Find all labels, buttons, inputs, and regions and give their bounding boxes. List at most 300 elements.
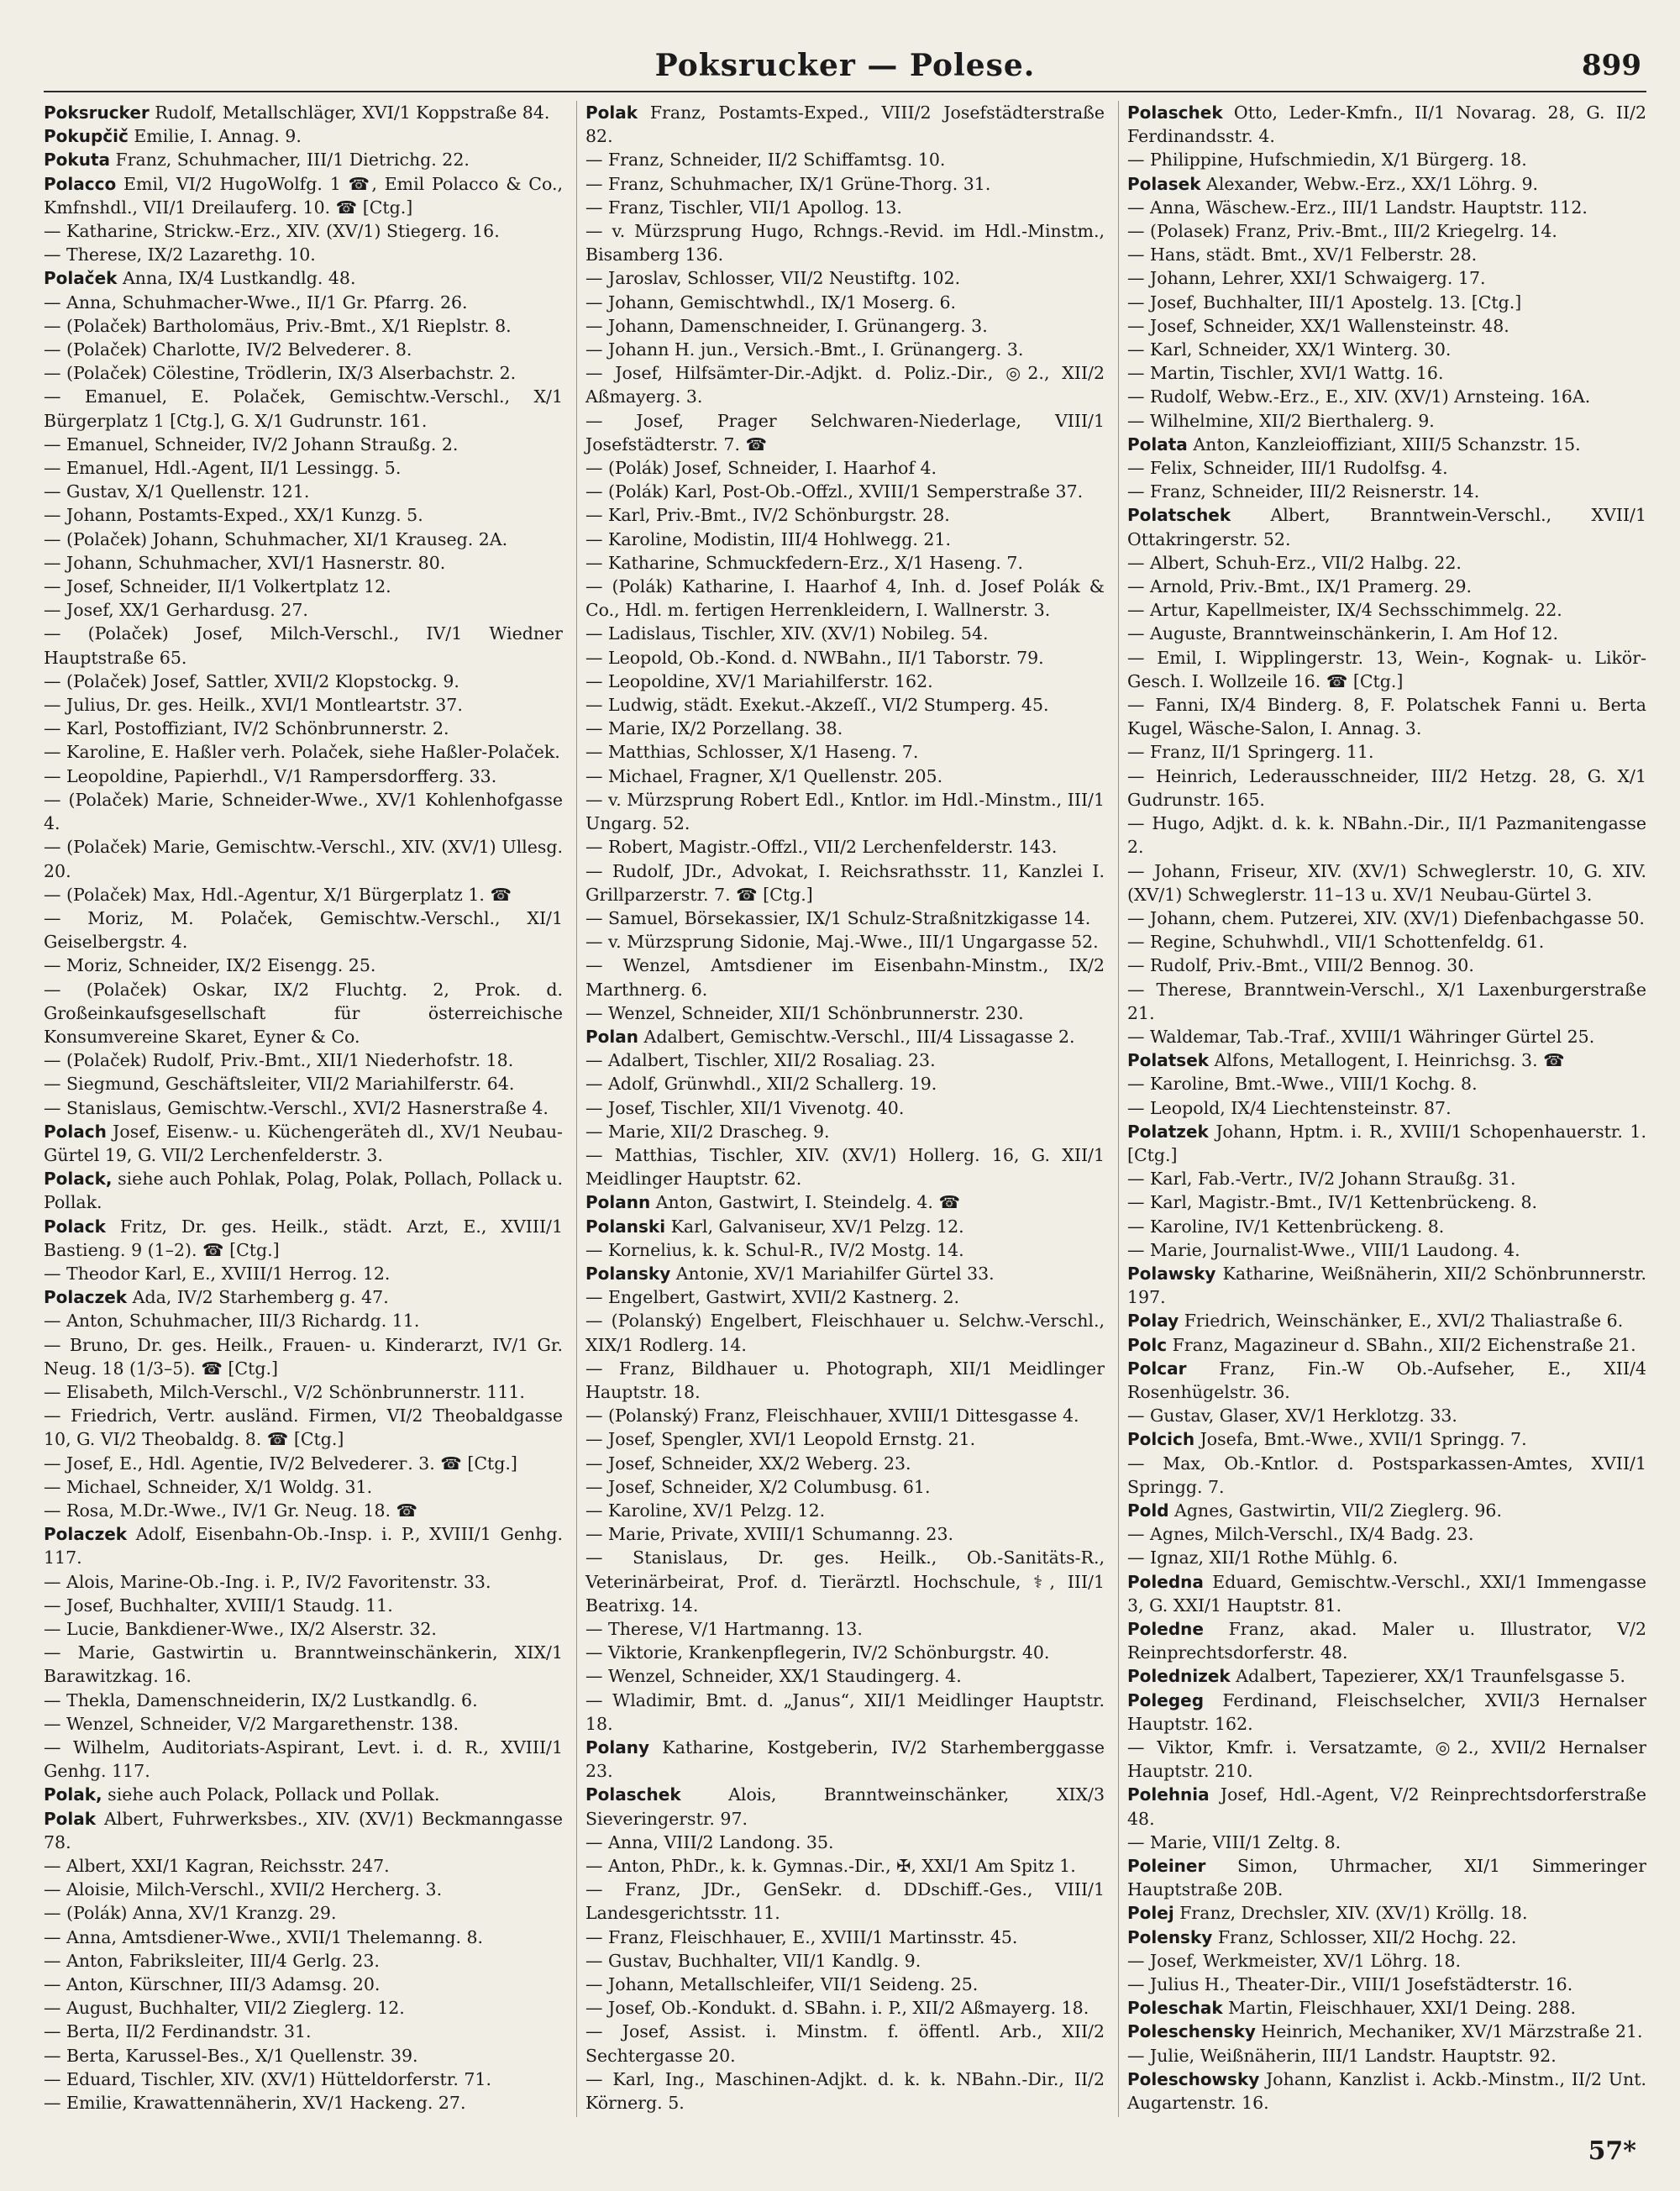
directory-entry xyxy=(585,101,1105,148)
entry-text: Franz, Postamts-Exped., VIII/2 Josefstädterstraße 82. xyxy=(585,102,1105,147)
entry-text: — Josef, Schneider, X/2 Columbusg. 61. xyxy=(585,1476,931,1497)
directory-entry xyxy=(1127,196,1646,219)
entry-surname: Polany xyxy=(585,1737,650,1758)
entry-text: — Gustav, Glaser, XV/1 Herklotzg. 33. xyxy=(1127,1405,1457,1427)
entry-text: Albert, Branntwein-Verschl., XVII/1 Ottakringerstr. 52. xyxy=(1127,505,1646,549)
entry-text: — Emil, I. Wipplingerstr. 13, Wein-, Kognak- u. Likör-Gesch. I. Wollzeile 16. ☎ [Ctg.] xyxy=(1127,647,1646,691)
directory-entry xyxy=(44,2115,563,2117)
directory-entry xyxy=(44,1736,563,1783)
entry-text: — Karoline, Modistin, III/4 Hohlwegg. 21. xyxy=(585,528,952,549)
directory-entry xyxy=(44,1807,563,1854)
entry-surname: Polan xyxy=(585,1026,638,1047)
directory-entry xyxy=(44,622,563,669)
directory-entry xyxy=(1127,1499,1646,1522)
directory-entry xyxy=(585,906,1105,930)
directory-entry xyxy=(44,1570,563,1594)
entry-text: — v. Mürzsprung Robert Edl., Kntlor. im Hdl.-Minstm., III/1 Ungarg. 52. xyxy=(585,789,1105,834)
entry-text: — Johann, Schuhmacher, XVI/1 Hasnerstr. 80. xyxy=(44,552,446,573)
directory-entry xyxy=(44,954,563,977)
entry-text: — Franz, Schneider, II/2 Schiffamtsg. 10. xyxy=(585,150,946,171)
directory-entry xyxy=(44,101,563,124)
directory-entry xyxy=(585,1499,1105,1522)
directory-entry xyxy=(44,2020,563,2043)
directory-entry xyxy=(44,2068,563,2091)
entry-text: — Emanuel, E. Polaček, Gemischtw.-Verschl., X/1 Bürgerplatz 1 [Ctg.], G. X/1 Gudrunstr. 161. xyxy=(44,386,563,431)
entry-text: Adalbert, Gemischtw.-Verschl., III/4 Lissagasse 2. xyxy=(638,1026,1075,1047)
directory-entry xyxy=(1127,764,1646,812)
entry-text: — Bruno, Dr. ges. Heilk., Frauen- u. Kinderarzt, IV/1 Gr. Neug. 18 (1/3–5). ☎ [Ctg.] xyxy=(44,1334,563,1379)
entry-surname: Polach xyxy=(44,1121,107,1142)
entry-text: — Friedrich, Vertr. ausländ. Firmen, VI/2 Theobaldgasse 10, G. VI/2 Theobaldg. 8. ☎ [Ctg.] xyxy=(44,1405,563,1450)
entry-surname: Polatsek xyxy=(1127,1050,1210,1071)
entry-text: — Marie, Journalist-Wwe., VIII/1 Laudong. 4. xyxy=(1127,1239,1520,1260)
entry-text: — Franz, Bildhauer u. Photograph, XII/1 Meidlinger Hauptstr. 18. xyxy=(585,1358,1105,1402)
directory-entry xyxy=(585,196,1105,219)
entry-text: — Marie, VIII/1 Zeltg. 8. xyxy=(1127,1831,1341,1852)
directory-entry xyxy=(44,693,563,717)
entry-text: — Josef, Hilfsämter-Dir.-Adjkt. d. Poliz.-Dir., ◎2., XII/2 Aßmayerg. 3. xyxy=(585,363,1105,407)
entry-text: — Matthias, Schlosser, X/1 Haseng. 7. xyxy=(585,742,919,763)
entry-text: — Julius H., Theater-Dir., VIII/1 Josefstädterstr. 16. xyxy=(1127,1974,1573,1995)
entry-text: — Karl, Postoffiziant, IV/2 Schönbrunnerstr. 2. xyxy=(44,718,449,739)
entry-surname: Polak xyxy=(44,1808,97,1829)
entry-surname: Polednizek xyxy=(1127,1666,1231,1687)
directory-entry xyxy=(1127,172,1646,196)
entry-surname: Polanski xyxy=(585,1216,666,1237)
entry-text: — (Polaček) Cölestine, Trödlerin, IX/3 Alserbachstr. 2. xyxy=(44,363,517,384)
entry-text: — Moriz, M. Polaček, Gemischtw.-Verschl., XI/1 Geiselbergstr. 4. xyxy=(44,907,563,953)
entry-text: Alois, Branntweinschänker, XIX/3 Sieveringerstr. 97. xyxy=(585,1784,1105,1829)
entry-text: Franz, Schuhmacher, III/1 Dietrichg. 22. xyxy=(110,150,470,171)
directory-entry xyxy=(585,314,1105,338)
directory-entry xyxy=(585,1262,1105,1285)
directory-entry xyxy=(585,1689,1105,1736)
entry-text: — Regine, Schuhwhdl., VII/1 Schottenfeldg. 61. xyxy=(1127,932,1545,953)
directory-entry xyxy=(44,124,563,148)
directory-entry xyxy=(1127,1167,1646,1190)
directory-entry xyxy=(44,1594,563,1617)
entry-surname: Poleschensky xyxy=(1127,2021,1256,2042)
entry-text: — Leopoldine, XV/1 Mariahilferstr. 162. xyxy=(585,670,933,691)
directory-entry xyxy=(1127,1901,1646,1925)
entry-text: — Heinrich, Lederausschneider, III/2 Hetzg. 28, G. X/1 Gudrunstr. 165. xyxy=(1127,765,1646,810)
entry-text: — Josef, Prager Selchwaren-Niederlage, VIII/1 Josefstädterstr. 7. ☎ xyxy=(585,410,1105,454)
directory-entry xyxy=(44,503,563,527)
directory-entry xyxy=(585,670,1105,693)
entry-text: — Anton, Kürschner, III/3 Adamsg. 20. xyxy=(44,1974,381,1995)
directory-entry xyxy=(585,1025,1105,1048)
entry-text: Ferdinand, Fleischselcher, XVII/3 Hernalser Hauptstr. 162. xyxy=(1127,1689,1646,1734)
entry-text: — Aloisie, Milch-Verschl., XVII/2 Hercherg. 3. xyxy=(44,1879,443,1900)
directory-entry xyxy=(585,1475,1105,1499)
directory-entry xyxy=(44,480,563,503)
directory-entry xyxy=(1127,266,1646,290)
entry-text: Katharine, Weißnäherin, XII/2 Schönbrunnerstr. 197. xyxy=(1127,1263,1646,1308)
entry-text: — Josef, E., Hdl. Agentie, IV/2 Belvederег. 3. ☎ [Ctg.] xyxy=(44,1453,517,1474)
entry-text: — Wilhelm, Auditoriats-Aspirant, Levt. i. d. R., XVIII/1 Genhg. 117. xyxy=(44,1737,563,1782)
entry-text: — Anna, VIII/2 Landong. 35. xyxy=(585,1831,834,1852)
entry-surname: Polawsky xyxy=(1127,1263,1216,1284)
entry-text xyxy=(1127,2116,1646,2117)
directory-entry xyxy=(1127,409,1646,433)
directory-entry xyxy=(1127,2044,1646,2068)
directory-entry xyxy=(44,1380,563,1404)
entry-text: siehe auch Polack, Pollack und Pollak. xyxy=(102,1784,440,1805)
directory-entry xyxy=(585,1120,1105,1143)
directory-entry xyxy=(1127,2020,1646,2043)
directory-entry xyxy=(1127,291,1646,314)
entry-text: — (Polák) Katharine, I. Haarhof 4, Inh. d. Josef Polák & Co., Hdl. m. fertigen Herrenkleidern, I. Wallnerstr. 3. xyxy=(585,576,1105,621)
entry-text: Otto, Leder-Kmfn., II/1 Novarag. 28, G. II/2 Ferdinandsstr. 4. xyxy=(1127,102,1646,147)
entry-surname: Polatzek xyxy=(1127,1121,1209,1142)
directory-entry xyxy=(1127,598,1646,622)
entry-surname: Polcich xyxy=(1127,1429,1195,1450)
entry-surname: Polaczek xyxy=(44,1287,128,1308)
entry-text: — Albert, XXI/1 Kagran, Reichsstr. 247. xyxy=(44,1856,390,1877)
entry-text: — August, Buchhalter, VII/2 Zieglerg. 12. xyxy=(44,1998,405,2019)
entry-text: Johann, Hptm. i. R., XVIII/1 Schopenhauerstr. 1. [Ctg.] xyxy=(1127,1121,1646,1165)
entry-text xyxy=(44,2116,267,2117)
entry-text: — Adolf, Grünwhdl., XII/2 Schallerg. 19. xyxy=(585,1074,937,1095)
entry-text: — Josef, Ob.-Kondukt. d. SBahn. i. P., XII/2 Aßmayerg. 18. xyxy=(585,1998,1089,2019)
entry-text: — Johann, Lehrer, XXI/1 Schwaigerg. 17. xyxy=(1127,268,1486,289)
directory-entry xyxy=(44,266,563,290)
entry-text: — Franz, Schneider, III/2 Reisnerstr. 14. xyxy=(1127,481,1480,502)
entry-text: — Artur, Kapellmeister, IX/4 Sechsschimmelg. 22. xyxy=(1127,600,1562,621)
entry-text: — Hans, städt. Bmt., XV/1 Felberstr. 28. xyxy=(1127,244,1478,265)
directory-entry xyxy=(1127,1120,1646,1167)
entry-text: — Franz, Schuhmacher, IX/1 Grüne-Thorg. 31. xyxy=(585,173,991,194)
entry-text: Adolf, Eisenbahn-Ob.-Insp. i. P., XVIII/1 Genhg. 117. xyxy=(44,1524,563,1568)
entry-text: — (Polaček) Rudolf, Priv.-Bmt., XII/1 Niederhofstr. 18. xyxy=(44,1050,514,1071)
directory-entry xyxy=(1127,433,1646,456)
directory-entry xyxy=(44,1854,563,1878)
entry-text: — Josef, Spengler, XVI/1 Leopold Ernstg. 21. xyxy=(585,1429,976,1450)
entry-surname: Poleschowsky xyxy=(1127,2068,1260,2089)
directory-entry xyxy=(585,1048,1105,1072)
directory-entry xyxy=(585,859,1105,906)
entry-text: Alexander, Webw.-Erz., XX/1 Löhrg. 9. xyxy=(1200,173,1539,194)
page-number: 899 xyxy=(1582,49,1641,82)
entry-text: — Josef, XX/1 Gerhardusg. 27. xyxy=(44,600,308,621)
entry-surname: Polak xyxy=(585,102,638,123)
entry-text: — Wilhelmine, XII/2 Bierthalerg. 9. xyxy=(1127,410,1435,431)
directory-entry xyxy=(1127,503,1646,550)
directory-entry xyxy=(585,2020,1105,2067)
column-right xyxy=(1118,101,1646,2117)
entry-text: — Johann, Gemischtwhdl., IX/1 Moserg. 6. xyxy=(585,292,957,313)
entry-surname: Polcar xyxy=(1127,1358,1187,1379)
directory-entry xyxy=(1127,1048,1646,1072)
entry-surname: Polej xyxy=(1127,1903,1174,1924)
entry-surname: Polacco xyxy=(44,173,117,194)
directory-entry xyxy=(1127,1190,1646,1214)
directory-entry xyxy=(44,1783,563,1806)
directory-entry xyxy=(1127,1949,1646,1973)
directory-entry xyxy=(585,1546,1105,1617)
entry-text: — Karl, Ing., Maschinen-Adjkt. d. k. k. NBahn.-Dir., II/2 Körnerg. 5. xyxy=(585,2068,1105,2114)
entry-text: — Gustav, Buchhalter, VII/1 Kandlg. 9. xyxy=(585,1950,921,1971)
entry-text: — Karoline, XV/1 Pelzg. 12. xyxy=(585,1500,826,1521)
entry-text: Alfons, Metallogent, I. Heinrichsg. 3. ☎ xyxy=(1209,1050,1565,1071)
directory-entry xyxy=(1127,1736,1646,1783)
entry-text: — Johann H. jun., Versich.-Bmt., I. Grünangerg. 3. xyxy=(585,339,1024,360)
directory-entry xyxy=(585,172,1105,196)
directory-entry xyxy=(1127,1427,1646,1451)
directory-entry xyxy=(44,717,563,740)
entry-text: — (Polanský) Franz, Fleischhauer, XVIII/1 Dittesgasse 4. xyxy=(585,1405,1079,1427)
directory-entry xyxy=(44,883,563,906)
entry-text: siehe auch Pohlak, Polag, Polak, Pollach, Pollack u. Pollak. xyxy=(44,1169,563,1213)
directory-entry xyxy=(585,930,1105,954)
entry-text: — (Polaček) Oskar, IX/2 Fluchtg. 2, Prok. d. Großeinkaufsgesellschaft für österreichische Konsumvereine Skaret, Eyner & Co. xyxy=(44,979,563,1047)
entry-text: — Viktor, Kmfr. i. Versatzamte, ◎2., XVII/2 Hernalser Hauptstr. 210. xyxy=(1127,1737,1646,1782)
entry-text: — Josef, Buchhalter, XVIII/1 Staudg. 11. xyxy=(44,1595,393,1616)
entry-text: — Therese, V/1 Hartmanng. 13. xyxy=(585,1619,863,1639)
entry-text: — Wenzel, Schneider, V/2 Margarethenstr. 138. xyxy=(44,1713,459,1734)
entry-text: — Franz, Tischler, VII/1 Apollog. 13. xyxy=(585,197,902,218)
directory-entry xyxy=(1127,1309,1646,1332)
entry-text: Agnes, Gastwirtin, VII/2 Zieglerg. 96. xyxy=(1168,1500,1502,1521)
entry-text: — Leopold, Ob.-Kond. d. NWBahn., II/1 Taborstr. 79. xyxy=(585,647,1044,668)
directory-entry xyxy=(1127,361,1646,385)
entry-surname: Polay xyxy=(1127,1311,1179,1332)
entry-surname: Polansky xyxy=(585,1263,671,1284)
directory-entry xyxy=(44,1048,563,1072)
entry-text: — Rosa, M.Dr.-Wwe., IV/1 Gr. Neug. 18. ☎ xyxy=(44,1500,418,1521)
directory-entry xyxy=(585,1783,1105,1830)
directory-entry xyxy=(1127,1215,1646,1238)
directory-entry xyxy=(44,1262,563,1285)
entry-text: — Agnes, Milch-Verschl., IX/4 Badg. 23. xyxy=(1127,1524,1474,1545)
entry-text: — Engelbert, Gastwirt, XVII/2 Kastnerg. 2. xyxy=(585,1287,960,1308)
directory-entry xyxy=(585,551,1105,575)
entry-text: — v. Mürzsprung Sidonie, Maj.-Wwe., III/1 Ungargasse 52. xyxy=(585,932,1099,953)
entry-text: Ada, IV/2 Starhemberg g. 47. xyxy=(127,1287,389,1308)
directory-entry xyxy=(585,622,1105,645)
entry-text: Franz, Magazineur d. SBahn., XII/2 Eichenstraße 21. xyxy=(1167,1334,1636,1355)
directory-entry xyxy=(585,1973,1105,1996)
entry-text: Fritz, Dr. ges. Heilk., städt. Arzt, E., XVIII/1 Bastieng. 9 (1–2). ☎ [Ctg.] xyxy=(44,1216,563,1260)
directory-entry xyxy=(1127,338,1646,361)
directory-entry xyxy=(44,575,563,598)
entry-text: — (Polaček) Josef, Sattler, XVII/2 Klopstockg. 9. xyxy=(44,670,459,691)
entry-text: — Ignaz, XII/1 Rothe Mühlg. 6. xyxy=(1127,1547,1399,1568)
entry-text: — (Polanský) Engelbert, Fleischhauer u. Selchw.-Verschl., XIX/1 Rodlerg. 14. xyxy=(585,1311,1105,1355)
directory-entry xyxy=(585,693,1105,717)
entry-text: — Felix, Schneider, III/1 Rudolfsg. 4. xyxy=(1127,458,1448,479)
directory-entry xyxy=(1127,859,1646,906)
entry-text: — Leopold, IX/4 Liechtensteinstr. 87. xyxy=(1127,1097,1452,1118)
directory-entry xyxy=(585,1357,1105,1404)
directory-entry xyxy=(44,433,563,456)
directory-entry xyxy=(1127,2068,1646,2115)
entry-text: — Auguste, Branntweinschänkerin, I. Am Hof 12. xyxy=(1127,623,1559,644)
directory-entry xyxy=(585,2115,1105,2117)
directory-entry xyxy=(585,575,1105,622)
columns-container xyxy=(44,101,1646,2117)
directory-entry xyxy=(585,1949,1105,1973)
entry-text: Rudolf, Metallschläger, XVI/1 Koppstraße 84. xyxy=(149,102,550,123)
entry-text: — Wenzel, Schneider, XII/1 Schönbrunnerstr. 230. xyxy=(585,1002,1024,1023)
directory-entry xyxy=(1127,812,1646,859)
entry-text: Antonie, XV/1 Mariahilfer Gürtel 33. xyxy=(670,1263,995,1284)
entry-text: — Alois, Marine-Ob.-Ing. i. P., IV/2 Favoritenstr. 33. xyxy=(44,1571,491,1592)
entry-text: — (Polaček) Johann, Schuhmacher, XI/1 Krauseg. 2A. xyxy=(44,528,508,549)
directory-entry xyxy=(585,528,1105,551)
entry-text: — Samuel, Börsekassier, IX/1 Schulz-Straßnitzkigasse 14. xyxy=(585,907,1091,928)
directory-entry xyxy=(585,1238,1105,1262)
entry-text: — Siegmund, Geschäftsleiter, VII/2 Mariahilferstr. 64. xyxy=(44,1074,515,1095)
entry-text: — (Polák) Josef, Schneider, I. Haarhof 4. xyxy=(585,458,937,479)
entry-text: — Elisabeth, Milch-Verschl., V/2 Schönbrunnerstr. 111. xyxy=(44,1381,525,1402)
entry-text: — Josef, Assist. i. Minstm. f. öffentl. Arb., XII/2 Sechtergasse 20. xyxy=(585,2021,1105,2066)
entry-text: — Matthias, Tischler, XIV. (XV/1) Hollerg. 16, G. XII/1 Meidlinger Hauptstr. 62. xyxy=(585,1144,1105,1190)
entry-text: Albert, Fuhrwerksbes., XIV. (XV/1) Beckmanngasse 78. xyxy=(44,1808,563,1852)
directory-entry xyxy=(44,1285,563,1309)
entry-text: — Theodor Karl, E., XVIII/1 Herrog. 12. xyxy=(44,1263,391,1284)
entry-surname: Polaczek xyxy=(44,1524,128,1545)
column-middle xyxy=(576,101,1105,2117)
directory-entry xyxy=(585,1096,1105,1120)
entry-text: — Anna, Wäschew.-Erz., III/1 Landstr. Hauptstr. 112. xyxy=(1127,197,1588,218)
entry-text: — Eduard, Tischler, XIV. (XV/1) Hütteldorferstr. 71. xyxy=(44,2068,491,2089)
directory-entry xyxy=(1127,575,1646,598)
directory-entry xyxy=(44,291,563,314)
entry-text: Karl, Galvaniseur, XV/1 Pelzg. 12. xyxy=(665,1216,964,1237)
directory-entry xyxy=(585,2068,1105,2115)
directory-entry xyxy=(585,764,1105,788)
entry-text: Heinrich, Mechaniker, XV/1 Märzstraße 21. xyxy=(1255,2021,1643,2042)
entry-text: — Stanislaus, Dr. ges. Heilk., Ob.-Sanitäts-R., Veterinärbeirat, Prof. d. Tierärztl. Hochschule, ⚕, III/1 Beatrixg. 14. xyxy=(585,1547,1105,1616)
directory-entry xyxy=(1127,456,1646,480)
entry-text: — Anton, Schuhmacher, III/3 Richardg. 11. xyxy=(44,1311,420,1332)
directory-entry xyxy=(1127,906,1646,930)
entry-text: Emil, VI/2 HugoWolfg. 1 ☎, Emil Polacco & Co., Kmfnshdl., VII/1 Dreilauferg. 10. ☎ [Ctg.] xyxy=(44,173,563,218)
entry-text: — Johann, chem. Putzerei, XIV. (XV/1) Diefenbachgasse 50. xyxy=(1127,907,1645,928)
entry-text: — (Polaček) Max, Hdl.-Agentur, X/1 Bürgerplatz 1. ☎ xyxy=(44,884,512,905)
directory-entry xyxy=(1127,385,1646,408)
directory-entry xyxy=(1127,551,1646,575)
directory-entry xyxy=(585,1996,1105,2020)
entry-text: — Marie, Private, XVIII/1 Schumanng. 23. xyxy=(585,1524,954,1545)
entry-text: — Therese, IX/2 Lazarethg. 10. xyxy=(44,244,316,265)
entry-text: — Katharine, Schmuckfedern-Erz., X/1 Haseng. 7. xyxy=(585,552,1023,573)
directory-entry xyxy=(44,1689,563,1712)
entry-text: — Gustav, X/1 Quellenstr. 121. xyxy=(44,481,310,502)
directory-entry xyxy=(44,314,563,338)
entry-surname: Poleiner xyxy=(1127,1856,1206,1877)
directory-entry xyxy=(44,1712,563,1736)
entry-text: — Julius, Dr. ges. Heilk., XVI/1 Montleartstr. 37. xyxy=(44,695,463,716)
entry-text: — (Polaček) Josef, Milch-Verschl., IV/1 Wiedner Hauptstraße 65. xyxy=(44,623,563,668)
directory-entry xyxy=(1127,1333,1646,1357)
entry-text: Josefa, Bmt.-Wwe., XVII/1 Springg. 7. xyxy=(1194,1429,1527,1450)
directory-entry xyxy=(1127,219,1646,243)
entry-text: — Anna, Schuhmacher-Wwe., II/1 Gr. Pfarrg. 26. xyxy=(44,292,468,313)
directory-entry xyxy=(44,243,563,266)
entry-text: — Karoline, IV/1 Kettenbrückeng. 8. xyxy=(1127,1216,1445,1237)
entry-text: — Marie, Gastwirtin u. Branntweinschänkerin, XIX/1 Barawitzkag. 16. xyxy=(44,1642,563,1687)
directory-entry xyxy=(585,1736,1105,1783)
directory-entry xyxy=(44,598,563,622)
entry-text: Anton, Gastwirt, I. Steindelg. 4. ☎ xyxy=(650,1192,960,1213)
entry-text: — Josef, Werkmeister, XV/1 Löhrg. 18. xyxy=(1127,1950,1462,1971)
directory-entry xyxy=(585,1215,1105,1238)
directory-entry xyxy=(44,1452,563,1475)
entry-text: — Wladimir, Bmt. d. „Janus“, XII/1 Meidlinger Hauptstr. 18. xyxy=(585,1689,1105,1734)
directory-entry xyxy=(585,456,1105,480)
entry-text: Anton, Kanzleioffiziant, XIII/5 Schanzstr. 15. xyxy=(1187,433,1581,454)
entry-text: — Franz, JDr., GenSekr. d. DDschiff.-Ges., VIII/1 Landesgerichtsstr. 11. xyxy=(585,1879,1105,1924)
directory-entry xyxy=(585,1854,1105,1878)
column-left xyxy=(44,101,563,2117)
directory-entry xyxy=(1127,1617,1646,1664)
entry-text: — Michael, Schneider, X/1 Woldg. 31. xyxy=(44,1476,373,1497)
entry-text: — Johann, Metallschleifer, VII/1 Seideng. 25. xyxy=(585,1974,979,1995)
directory-entry xyxy=(585,266,1105,290)
directory-entry xyxy=(585,1285,1105,1309)
directory-entry xyxy=(1127,1452,1646,1499)
entry-text: — (Polaček) Bartholomäus, Priv.-Bmt., X/1 Rieplstr. 8. xyxy=(44,315,512,336)
entry-text: — Ladislaus, Tischler, XIV. (XV/1) Nobileg. 54. xyxy=(585,623,989,644)
directory-entry xyxy=(44,1617,563,1641)
directory-entry xyxy=(1127,646,1646,693)
entry-text: — Berta, Karussel-Bes., X/1 Quellenstr. 39. xyxy=(44,2045,418,2066)
entry-text: — Hugo, Adjkt. d. k. k. NBahn.-Dir., II/1 Pazmanitengasse 2. xyxy=(1127,813,1646,858)
directory-entry xyxy=(44,338,563,361)
directory-entry xyxy=(44,551,563,575)
entry-text: Friedrich, Weinschänker, E., XVI/2 Thaliastraße 6. xyxy=(1179,1311,1624,1332)
entry-text: — Moriz, Schneider, IX/2 Eisengg. 25. xyxy=(44,955,376,976)
entry-text: — (Polaček) Marie, Gemischtw.-Verschl., XIV. (XV/1) Ullesg. 20. xyxy=(44,837,563,881)
entry-text: — Rudolf, Priv.-Bmt., VIII/2 Bennog. 30. xyxy=(1127,955,1474,976)
directory-entry xyxy=(1127,954,1646,977)
directory-entry xyxy=(585,646,1105,670)
directory-entry xyxy=(44,788,563,835)
directory-entry xyxy=(44,148,563,171)
entry-surname: Polann xyxy=(585,1192,651,1213)
entry-surname: Polack xyxy=(44,1216,106,1237)
directory-entry xyxy=(1127,1357,1646,1404)
entry-text: Simon, Uhrmacher, XI/1 Simmeringer Hauptstraße 20B. xyxy=(1127,1856,1646,1900)
directory-entry xyxy=(585,1427,1105,1451)
directory-entry xyxy=(1127,1238,1646,1262)
entry-text: — Karl, Magistr.-Bmt., IV/1 Kettenbrückeng. 8. xyxy=(1127,1192,1538,1213)
directory-entry xyxy=(1127,978,1646,1025)
entry-text: Johann, Kanzlist i. Ackb.-Minstm., II/2 Unt. Augartenstr. 16. xyxy=(1127,2068,1646,2114)
directory-entry xyxy=(1127,101,1646,148)
directory-entry xyxy=(585,1831,1105,1854)
directory-entry xyxy=(44,740,563,764)
directory-entry xyxy=(585,503,1105,527)
directory-entry xyxy=(585,1404,1105,1427)
entry-text: — (Polasek) Franz, Priv.-Bmt., III/2 Kriegelrg. 14. xyxy=(1127,221,1557,242)
directory-entry xyxy=(585,1190,1105,1214)
entry-surname: Polack, xyxy=(44,1169,113,1190)
directory-entry xyxy=(1127,1072,1646,1096)
entry-text: — Fanni, IX/4 Binderg. 8, F. Polatschek Fanni u. Berta Kugel, Wäsche-Salon, I. Annag. 3. xyxy=(1127,695,1646,739)
entry-text: — Rudolf, Webw.-Erz., E., XIV. (XV/1) Arnsteing. 16A. xyxy=(1127,386,1591,407)
entry-surname: Poleschak xyxy=(1127,1998,1223,2019)
entry-surname: Poledna xyxy=(1127,1571,1204,1592)
directory-entry xyxy=(44,1973,563,1996)
entry-text: — Karoline, Bmt.-Wwe., VIII/1 Kochg. 8. xyxy=(1127,1074,1478,1095)
directory-entry xyxy=(585,291,1105,314)
entry-text: — Leopoldine, Papierhdl., V/1 Rampersdorfferg. 33. xyxy=(44,765,497,786)
directory-entry xyxy=(44,528,563,551)
directory-entry xyxy=(44,1926,563,1949)
